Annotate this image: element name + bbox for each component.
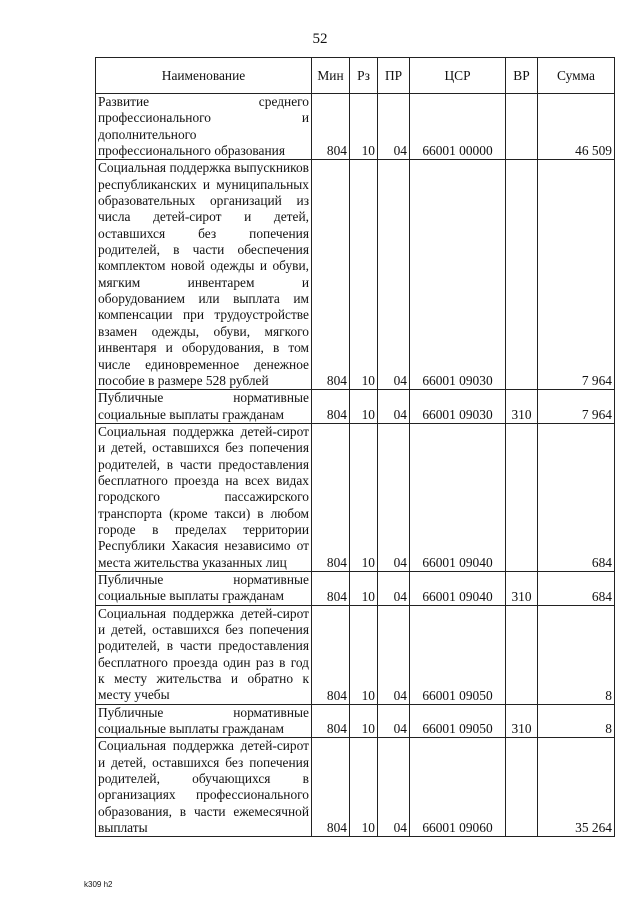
table-row (96, 738, 615, 837)
row-csr-cell: 66001 09050 (410, 704, 506, 738)
row-min-cell: 804 (312, 160, 350, 390)
row-name-cell: Социальная поддержка детей-сирот и детей, оставшихся без попечения родителей, в части предоставления бесплатного проезда один раз в год к месту жительства и обратно к месту учебы (96, 605, 312, 704)
header-csr: ЦСР (410, 58, 506, 94)
header-pr: ПР (378, 58, 410, 94)
table-row (96, 605, 615, 704)
row-min-cell: 804 (312, 94, 350, 160)
row-min-cell: 804 (312, 605, 350, 704)
row-sum-cell: 35 264 (538, 738, 615, 837)
row-csr-cell: 66001 09030 (410, 160, 506, 390)
row-name-cell: Развитие среднего профессионального и дополнительного профессионального образования (96, 94, 312, 160)
row-vr-cell: 310 (506, 704, 538, 738)
row-rz-cell: 10 (350, 423, 378, 571)
row-vr-cell: 310 (506, 571, 538, 605)
row-name-cell: Социальная поддержка выпускников республиканских и муниципальных образовательных организаций из числа детей-сирот и детей, оставшихся без попечения родителей, в части обеспечения комплектом новой одежды и обуви, мягким инвентарем и оборудованием или выплата им компенсации при трудоустройстве взамен одежды, обуви, мягкого инвентаря и оборудования, в том числе единовременное денежное пособие в размере 528 рублей (96, 160, 312, 390)
header-vr: ВР (506, 58, 538, 94)
header-rz: Рз (350, 58, 378, 94)
row-pr-cell: 04 (378, 605, 410, 704)
row-rz-cell: 10 (350, 94, 378, 160)
table-row (96, 390, 615, 424)
row-vr-cell (506, 160, 538, 390)
table-row (96, 571, 615, 605)
row-pr-cell: 04 (378, 94, 410, 160)
row-csr-cell: 66001 09040 (410, 423, 506, 571)
row-name-cell: Социальная поддержка детей-сирот и детей, оставшихся без попечения родителей, в части предоставления бесплатного проезда на всех видах городского пассажирского транспорта (кроме такси) в любом городе в пределах территории Республики Хакасия независимо от места жительства указанных лиц (96, 423, 312, 571)
row-csr-cell: 66001 09030 (410, 390, 506, 424)
row-rz-cell: 10 (350, 704, 378, 738)
row-name-cell: Публичные нормативные социальные выплаты гражданам (96, 704, 312, 738)
table-row (96, 704, 615, 738)
row-name-cell: Публичные нормативные социальные выплаты гражданам (96, 571, 312, 605)
header-min: Мин (312, 58, 350, 94)
row-pr-cell: 04 (378, 571, 410, 605)
header-sum: Сумма (538, 58, 615, 94)
row-rz-cell: 10 (350, 738, 378, 837)
row-sum-cell: 7 964 (538, 390, 615, 424)
row-name-cell: Социальная поддержка детей-сирот и детей, оставшихся без попечения родителей, обучающихся в организациях профессионального образования, в части ежемесячной выплаты (96, 738, 312, 837)
row-rz-cell: 10 (350, 390, 378, 424)
row-sum-cell: 684 (538, 423, 615, 571)
row-vr-cell (506, 423, 538, 571)
row-csr-cell: 66001 09040 (410, 571, 506, 605)
row-min-cell: 804 (312, 738, 350, 837)
table-row (96, 160, 615, 390)
row-csr-cell: 66001 09050 (410, 605, 506, 704)
row-min-cell: 804 (312, 423, 350, 571)
table-row (96, 423, 615, 571)
row-pr-cell: 04 (378, 738, 410, 837)
footer-code: k309 h2 (84, 880, 113, 889)
row-csr-cell: 66001 09060 (410, 738, 506, 837)
row-vr-cell (506, 605, 538, 704)
row-vr-cell: 310 (506, 390, 538, 424)
row-sum-cell: 8 (538, 605, 615, 704)
row-pr-cell: 04 (378, 423, 410, 571)
row-sum-cell: 684 (538, 571, 615, 605)
row-pr-cell: 04 (378, 160, 410, 390)
row-vr-cell (506, 94, 538, 160)
row-sum-cell: 7 964 (538, 160, 615, 390)
row-vr-cell (506, 738, 538, 837)
row-name-cell: Публичные нормативные социальные выплаты гражданам (96, 390, 312, 424)
budget-table (95, 57, 615, 837)
row-sum-cell: 46 509 (538, 94, 615, 160)
row-rz-cell: 10 (350, 605, 378, 704)
table-row (96, 94, 615, 160)
row-pr-cell: 04 (378, 704, 410, 738)
row-csr-cell: 66001 00000 (410, 94, 506, 160)
row-pr-cell: 04 (378, 390, 410, 424)
header-name: Наименование (96, 58, 312, 94)
table-header-row (96, 58, 615, 94)
row-min-cell: 804 (312, 390, 350, 424)
row-rz-cell: 10 (350, 571, 378, 605)
row-rz-cell: 10 (350, 160, 378, 390)
row-sum-cell: 8 (538, 704, 615, 738)
row-min-cell: 804 (312, 704, 350, 738)
row-min-cell: 804 (312, 571, 350, 605)
page-number: 52 (312, 31, 328, 47)
